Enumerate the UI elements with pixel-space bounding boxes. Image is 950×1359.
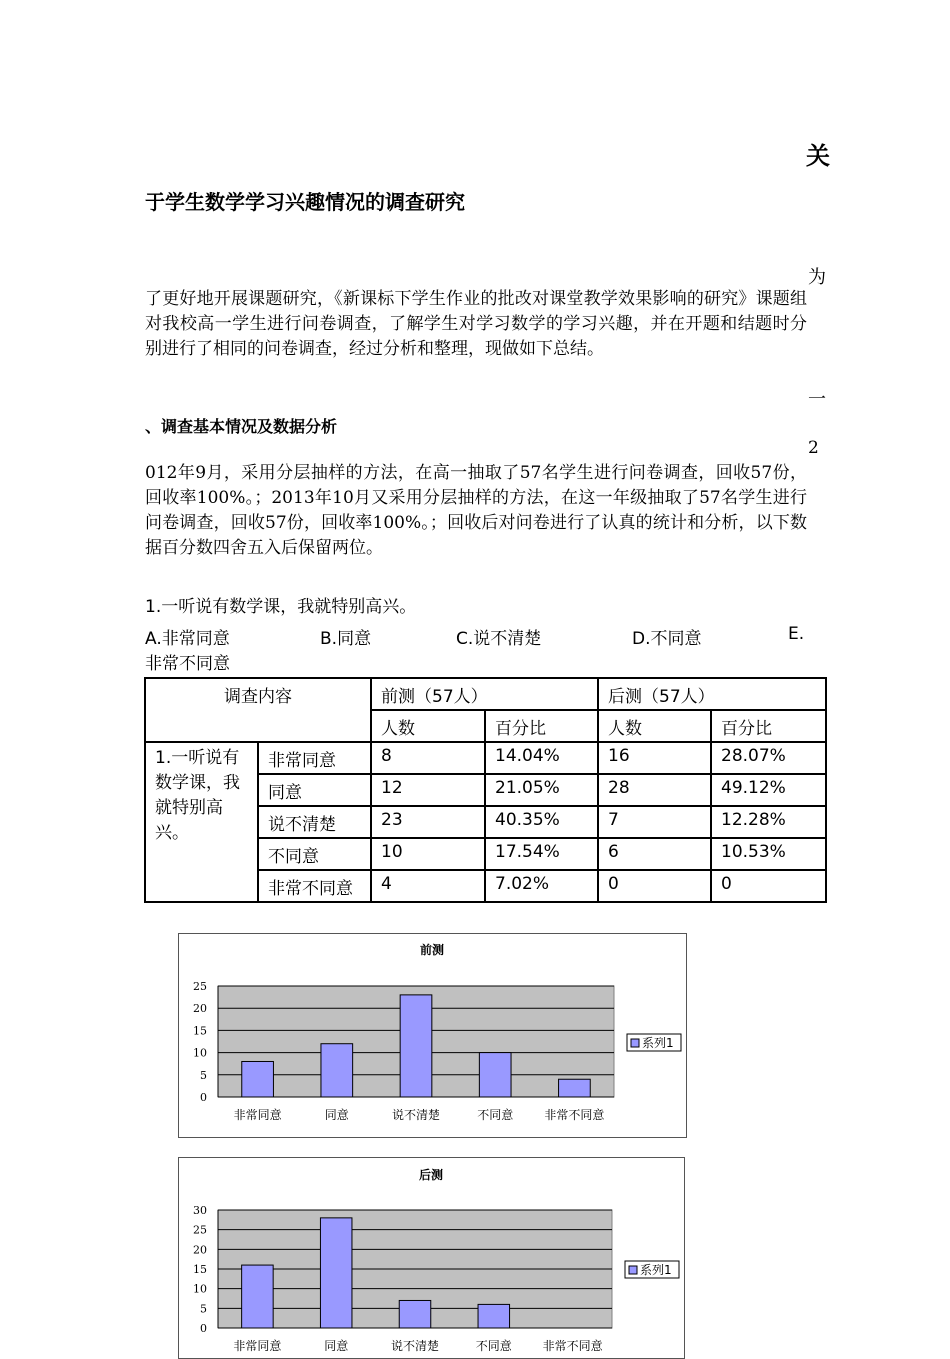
- y-tick-label: 10: [193, 1282, 207, 1296]
- section-lead-char: 一: [808, 389, 826, 410]
- x-category-label: 非常不同意: [544, 1108, 605, 1122]
- post-count-cell: 28: [598, 774, 711, 806]
- chart-pre: [178, 933, 687, 1138]
- bar: [479, 1053, 511, 1097]
- bar: [400, 995, 432, 1097]
- chart-pre-svg: [179, 934, 686, 1137]
- post-count-cell: 6: [598, 838, 711, 870]
- y-tick-label: 15: [193, 1024, 207, 1038]
- bar: [242, 1061, 274, 1097]
- legend-swatch: [631, 1039, 639, 1047]
- pre-count-cell: 12: [371, 774, 485, 806]
- bar: [478, 1304, 510, 1328]
- option-cell: 不同意: [258, 838, 371, 870]
- y-tick-label: 5: [200, 1068, 207, 1082]
- pre-count-cell: 10: [371, 838, 485, 870]
- header-pre: 前测（57人）: [371, 678, 598, 710]
- header-post: 后测（57人）: [598, 678, 826, 710]
- y-tick-label: 25: [193, 1223, 207, 1237]
- post-pct-cell: 12.28%: [711, 806, 826, 838]
- option-c: C.说不清楚: [456, 629, 542, 649]
- x-category-label: 说不清楚: [391, 1108, 441, 1122]
- x-category-label: 同意: [324, 1108, 349, 1122]
- post-pct-cell: 28.07%: [711, 742, 826, 774]
- pre-pct-cell: 40.35%: [485, 806, 598, 838]
- bar: [242, 1265, 274, 1328]
- post-count-cell: 7: [598, 806, 711, 838]
- option-a: A.非常同意: [145, 629, 230, 649]
- post-count-cell: 0: [598, 870, 711, 902]
- pre-count-cell: 4: [371, 870, 485, 902]
- y-tick-label: 15: [193, 1263, 207, 1276]
- pre-count-cell: 8: [371, 742, 485, 774]
- pre-pct-cell: 14.04%: [485, 742, 598, 774]
- y-tick-label: 0: [200, 1322, 207, 1335]
- y-tick-label: 5: [200, 1302, 207, 1316]
- table-row: [145, 742, 826, 774]
- post-count-cell: 16: [598, 742, 711, 774]
- legend-swatch: [629, 1266, 637, 1274]
- pre-pct-cell: 21.05%: [485, 774, 598, 806]
- option-cell: 说不清楚: [258, 806, 371, 838]
- header-post-count: 人数: [598, 710, 711, 742]
- y-tick-label: 0: [200, 1091, 207, 1104]
- legend-label: 系列1: [640, 1263, 672, 1277]
- y-tick-label: 10: [193, 1046, 207, 1060]
- bar: [320, 1218, 352, 1328]
- section-heading: 、调查基本情况及数据分析: [145, 417, 338, 436]
- x-category-label: 说不清楚: [390, 1339, 440, 1353]
- intro-paragraph: 了更好地开展课题研究，《新课标下学生作业的批改对课堂教学效果影响的研究》课题组对我校高一学生进行问卷调查，了解学生对学习数学的学习兴趣，并在开题和结题时分别进行了相同的问卷调查，经过分析和整理，现做如下总结。: [145, 289, 807, 359]
- header-pre-count: 人数: [371, 710, 485, 742]
- bar: [399, 1300, 431, 1328]
- chart-post-svg: [179, 1158, 684, 1358]
- table-header-row: [145, 678, 826, 710]
- option-d: D.不同意: [632, 629, 702, 649]
- option-cell: 同意: [258, 774, 371, 806]
- header-topic: 调查内容: [145, 678, 371, 742]
- pre-pct-cell: 17.54%: [485, 838, 598, 870]
- chart-title: 后测: [418, 1168, 444, 1182]
- pre-count-cell: 23: [371, 806, 485, 838]
- title-lead-char: 关: [806, 142, 830, 170]
- option-b: B.同意: [320, 629, 372, 649]
- x-category-label: 同意: [324, 1339, 349, 1353]
- intro-lead-char: 为: [808, 267, 826, 288]
- y-tick-label: 20: [193, 1243, 207, 1257]
- post-pct-cell: 10.53%: [711, 838, 826, 870]
- option-e: E.: [788, 624, 805, 644]
- header-post-pct: 百分比: [711, 710, 826, 742]
- x-category-label: 非常同意: [233, 1108, 282, 1122]
- post-pct-cell: 49.12%: [711, 774, 826, 806]
- chart-post: [178, 1157, 685, 1359]
- question-text: 1.一听说有数学课，我就特别高兴。: [145, 597, 417, 617]
- option-cell: 非常不同意: [258, 870, 371, 902]
- method-paragraph: 012年9月，采用分层抽样的方法，在高一抽取了57名学生进行问卷调查，回收57份，回收率100%。；2013年10月又采用分层抽样的方法，在这一年级抽取了57名学生进行问卷调查，回收57份，回收率100%。；回收后对问卷进行了认真的统计和分析，以下数据百分数四舍五入后保留两位。: [145, 463, 807, 558]
- post-pct-cell: 0: [711, 870, 826, 902]
- bar: [321, 1044, 353, 1097]
- page-title: 于学生数学学习兴趣情况的调查研究: [145, 190, 465, 214]
- x-category-label: 不同意: [477, 1108, 514, 1122]
- x-category-label: 非常同意: [233, 1339, 282, 1353]
- pre-pct-cell: 7.02%: [485, 870, 598, 902]
- option-e-label: 非常不同意: [145, 654, 230, 674]
- option-cell: 非常同意: [258, 742, 371, 774]
- y-tick-label: 20: [193, 1002, 207, 1016]
- x-category-label: 非常不同意: [542, 1339, 603, 1353]
- topic-cell: 1.一听说有数学课，我就特别高兴。: [145, 742, 258, 902]
- x-category-label: 不同意: [475, 1339, 512, 1353]
- y-tick-label: 25: [193, 980, 207, 993]
- header-pre-pct: 百分比: [485, 710, 598, 742]
- legend-label: 系列1: [642, 1036, 674, 1050]
- bar: [559, 1079, 591, 1097]
- method-lead-char: 2: [808, 438, 819, 458]
- y-tick-label: 30: [193, 1204, 207, 1217]
- chart-title: 前测: [419, 943, 445, 957]
- survey-table: [144, 677, 827, 903]
